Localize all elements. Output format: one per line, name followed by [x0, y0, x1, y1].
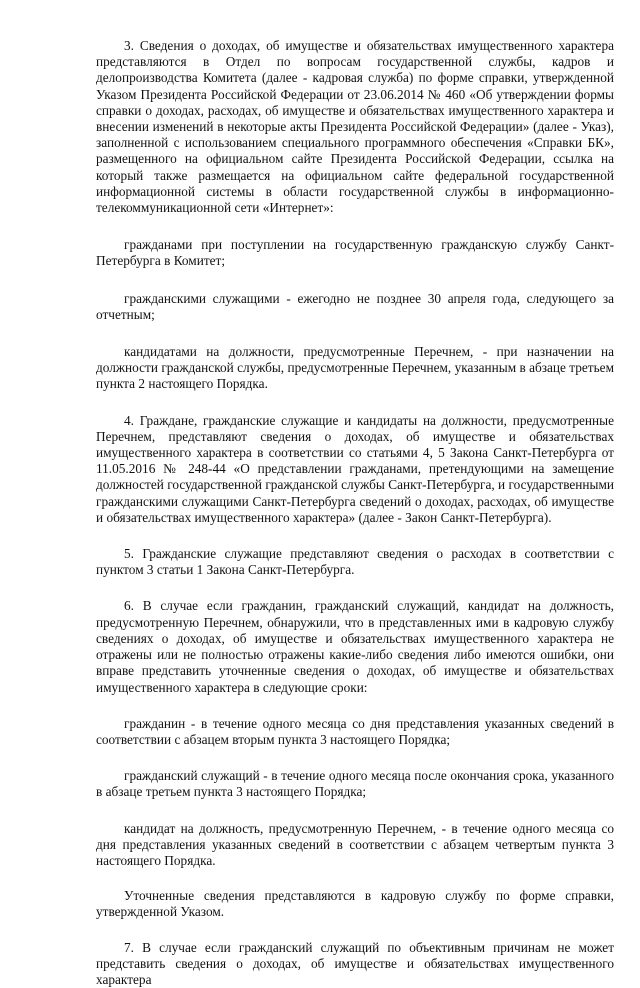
paragraph-6: 6. В случае если гражданин, гражданский служащий, кандидат на должность, предусмотренную Перечнем, обнаружили, что в представленных ими в кадровую службу сведениях о доходах, об имуществе и обязательствах имущественного характера не отражены или не полностью отражены какие-либо сведения либо имеются ошибки, они вправе представить уточненные сведения о доходах, об имуществе и обязательствах имущественного характера в следующие сроки:: [96, 598, 614, 695]
paragraph-4: 4. Граждане, гражданские служащие и кандидаты на должности, предусмотренные Перечнем, представляют сведения о доходах, об имуществе и обязательствах имущественного характера в соответствии со статьями 4, 5 Закона Санкт-Петербурга от 11.05.2016 № 248-44 «О представлении гражданами, претендующими на замещение должностей государственной гражданской службы Санкт-Петербурга, и государственными гражданскими служащими Санкт-Петербурга сведений о доходах, расходах, об имуществе и обязательствах имущественного характера» (далее - Закон Санкт-Петербурга).: [96, 412, 614, 525]
paragraph-6-civil-servant: гражданский служащий - в течение одного месяца после окончания срока, указанного в абзаце третьем пункта 3 настоящего Порядка;: [96, 768, 614, 800]
paragraph-6-citizen: гражданин - в течение одного месяца со дня представления указанных сведений в соответствии с абзацем вторым пункта 3 настоящего Порядка;: [96, 715, 614, 747]
paragraph-6-updated-info: Уточненные сведения представляются в кадровую службу по форме справки, утвержденной Указом.: [96, 888, 614, 920]
paragraph-3-civil-servants: гражданскими служащими - ежегодно не позднее 30 апреля года, следующего за отчетным;: [96, 290, 614, 322]
paragraph-7: 7. В случае если гражданский служащий по объективным причинам не может представить сведения о доходах, об имуществе и обязательствах имущественного характера: [96, 939, 614, 987]
paragraph-6-candidate: кандидат на должность, предусмотренную Перечнем, - в течение одного месяца со дня представления указанных сведений в соответствии с абзацем четвертым пункта 3 настоящего Порядка.: [96, 820, 614, 868]
paragraph-3-candidates: кандидатами на должности, предусмотренные Перечнем, - при назначении на должности гражданской службы, предусмотренные Перечнем, указанным в абзаце третьем пункта 2 настоящего Порядка.: [96, 344, 614, 392]
document-body: [96, 38, 614, 988]
paragraph-5: 5. Гражданские служащие представляют сведения о расходах в соответствии с пунктом 3 статьи 1 Закона Санкт-Петербурга.: [96, 546, 614, 578]
paragraph-3-citizens: гражданами при поступлении на государственную гражданскую службу Санкт-Петербурга в Комитет;: [96, 237, 614, 269]
paragraph-3: 3. Сведения о доходах, об имуществе и обязательствах имущественного характера представляются в Отдел по вопросам государственной службы, кадров и делопроизводства Комитета (далее - кадровая служба) по форме справки, утвержденной Указом Президента Российской Федерации от 23.06.2014 № 460 «Об утверждении формы справки о доходах, расходах, об имуществе и обязательствах имущественного характера и внесении изменений в некоторые акты Президента Российской Федерации» (далее - Указ), заполненной с использованием специального программного обеспечения «Справки БК», размещенного на официальном сайте Президента Российской Федерации, ссылка на который также размещается на официальном сайте федеральной государственной информационной системы в области государственной службы в информационно-телекоммуникационной сети «Интернет»:: [96, 38, 614, 216]
